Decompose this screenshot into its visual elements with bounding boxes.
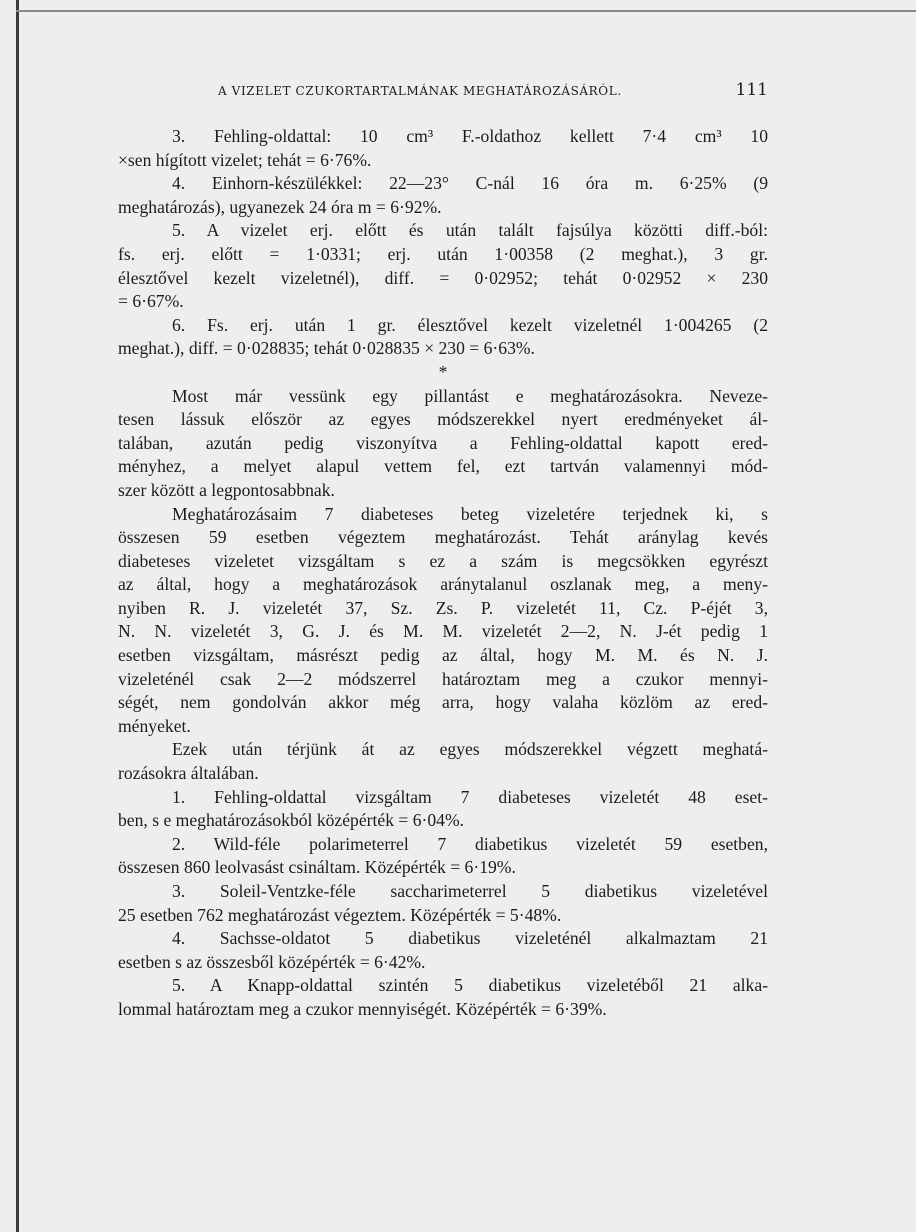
text-line: lommal határoztam meg a czukor mennyiségét. Középérték = 6·39%. xyxy=(118,998,607,1019)
text-line: esetben vizsgáltam, másrészt pedig az által, hogy M. M. és N. J. xyxy=(118,645,768,666)
text-line: fs. erj. előtt = 1·0331; erj. után 1·00358 (2 meghat.), 3 gr. xyxy=(118,243,768,264)
text-line: élesztővel kezelt vizeletnél), diff. = 0·02952; tehát 0·02952 × 230 xyxy=(118,267,768,288)
text-line: Meghatározásaim 7 diabeteses beteg vizeletére terjednek ki, s xyxy=(172,503,768,524)
page-header xyxy=(118,80,768,104)
text-line: rozásokra általában. xyxy=(118,763,259,784)
text-line: esetben s az összesből középérték = 6·42%. xyxy=(118,951,426,972)
text-line: ségét, nem gondolván akkor még arra, hogy valaha közlöm az ered- xyxy=(118,692,768,713)
text-line: 2. Wild-féle polarimeterrel 7 diabetikus vizeletét 59 esetben, xyxy=(172,833,768,854)
text-line: tesen lássuk először az egyes módszerekkel nyert eredményeket ál- xyxy=(118,409,768,430)
text-line: összesen 860 leolvasást csináltam. Középérték = 6·19%. xyxy=(118,857,516,878)
text-line: az által, hogy a meghatározások aránytalanul oszlanak meg, a meny- xyxy=(118,574,768,595)
text-line: 4. Sachsse-oldatot 5 diabetikus vizeleténél alkalmaztam 21 xyxy=(172,928,768,949)
section-separator: * xyxy=(438,361,448,382)
text-line: ×sen hígított vizelet; tehát = 6·76%. xyxy=(118,149,372,170)
text-line: 3. Fehling-oldattal: 10 cm³ F.-oldathoz kellett 7·4 cm³ 10 xyxy=(172,126,768,146)
page-top-edge xyxy=(16,10,916,12)
text-line: 4. Einhorn-készülékkel: 22—23° C-nál 16 óra m. 6·25% (9 xyxy=(172,173,768,194)
text-line: 6. Fs. erj. után 1 gr. élesztővel kezelt vizeletnél 1·004265 (2 xyxy=(172,314,768,335)
page-left-edge xyxy=(16,0,19,1232)
text-line: ményeket. xyxy=(118,715,191,736)
body-text xyxy=(118,125,768,1022)
text-line: szer között a legpontosabbnak. xyxy=(118,479,335,500)
text-line: vizeleténél csak 2—2 módszerrel határoztam meg a czukor mennyi- xyxy=(118,668,768,689)
text-line: N. N. vizeletét 3, G. J. és M. M. vizeletét 2—2, N. J-ét pedig 1 xyxy=(118,621,768,642)
text-line: talában, azután pedig viszonyítva a Fehling-oldattal kapott ered- xyxy=(118,432,768,453)
text-line: nyiben R. J. vizeletét 37, Sz. Zs. P. vizeletét 11, Cz. P-éjét 3, xyxy=(118,597,768,618)
text-line: összesen 59 esetben végeztem meghatározást. Tehát aránylag kevés xyxy=(118,527,768,548)
text-line: meghat.), diff. = 0·028835; tehát 0·028835 × 230 = 6·63%. xyxy=(118,338,535,359)
text-line: diabeteses vizeletet vizsgáltam s ez a szám is megcsökken egyrészt xyxy=(118,550,768,571)
text-line: 5. A Knapp-oldattal szintén 5 diabetikus vizeletéből 21 alka- xyxy=(172,975,768,996)
text-line: Most már vessünk egy pillantást e meghatározásokra. Neveze- xyxy=(172,385,768,406)
text-line: 1. Fehling-oldattal vizsgáltam 7 diabeteses vizeletét 48 eset- xyxy=(172,786,768,807)
text-line: meghatározás), ugyanezek 24 óra m = 6·92%. xyxy=(118,196,442,217)
text-line: ben, s e meghatározásokból középérték = 6·04%. xyxy=(118,810,465,831)
text-line: Ezek után térjünk át az egyes módszerekkel végzett meghatá- xyxy=(172,739,768,760)
text-line: = 6·67%. xyxy=(118,291,184,312)
text-line: ményhez, a melyet alapul vettem fel, ezt tartván valamennyi mód- xyxy=(118,456,768,477)
running-head: A VIZELET CZUKORTARTALMÁNAK MEGHATÁROZÁSÁRÓL. xyxy=(218,84,622,98)
text-line: 5. A vizelet erj. előtt és után talált fajsúlya közötti diff.-ból: xyxy=(172,220,768,241)
text-line: 3. Soleil-Ventzke-féle saccharimeterrel 5 diabetikus vizeletével xyxy=(172,881,768,901)
page-number: 111 xyxy=(735,80,768,100)
text-line: 25 esetben 762 meghatározást végeztem. Középérték = 5·48%. xyxy=(118,904,562,925)
